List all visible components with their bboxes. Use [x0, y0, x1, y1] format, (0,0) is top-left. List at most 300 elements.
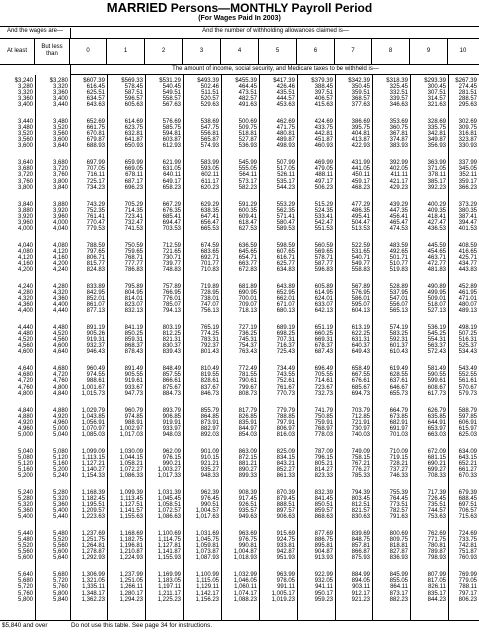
withholding-amount: 663.77 — [238, 260, 257, 267]
table-row — [0, 555, 479, 561]
withholding-amount: 616.45 — [86, 84, 105, 91]
withholding-amount: 991.11 — [277, 584, 295, 591]
withholding-amount: 933.67 — [124, 384, 143, 391]
withholding-amount: 613.19 — [351, 325, 370, 332]
withholding-amount: 882.97 — [200, 425, 219, 432]
withholding-amount: 1,197.11 — [158, 584, 181, 591]
table-row — [0, 185, 479, 191]
withholding-amount: 976.75 — [238, 537, 257, 544]
withholding-amount: 1,155.93 — [157, 555, 181, 562]
withholding-amount: 453.63 — [276, 102, 295, 109]
withholding-amount: 464.45 — [238, 84, 257, 91]
withholding-amount: 737.27 — [389, 466, 408, 473]
withholding-amount: 500.69 — [238, 119, 257, 126]
withholding-amount: 1,154.33 — [81, 472, 105, 479]
withholding-amount: 658.23 — [162, 184, 181, 191]
wage-at-least: 4,360 — [17, 302, 33, 309]
withholding-amount: 736.25 — [238, 331, 257, 338]
wage-at-least: 4,840 — [17, 407, 33, 414]
withholding-amount: 817.05 — [427, 578, 446, 585]
withholding-amount: 567.63 — [162, 102, 181, 109]
withholding-amount: 572.43 — [427, 349, 446, 356]
wage-at-least: 3,480 — [17, 125, 33, 132]
withholding-amount: 893.79 — [162, 407, 181, 414]
wage-less-than: 3,680 — [52, 160, 68, 167]
wage-less-than: 3,320 — [52, 84, 68, 91]
withholding-amount: 681.15 — [427, 454, 446, 461]
withholding-amount: 812.51 — [351, 502, 370, 509]
withholding-amount: 906.85 — [162, 413, 181, 420]
withholding-amount: 640.11 — [163, 172, 181, 179]
wage-less-than: 4,920 — [52, 413, 68, 420]
withholding-amount: 664.79 — [389, 407, 408, 414]
withholding-amount: 861.07 — [86, 302, 105, 309]
withholding-amount: 661.75 — [86, 125, 105, 132]
withholding-amount: 443.83 — [458, 266, 477, 273]
withholding-amount: 480.81 — [276, 131, 295, 138]
withholding-amount: 988.61 — [86, 378, 105, 385]
wage-at-least: 3,800 — [17, 184, 33, 191]
withholding-amount: 803.19 — [162, 325, 181, 332]
withholding-amount: 658.49 — [351, 366, 370, 373]
withholding-amount: 719.89 — [200, 284, 219, 290]
withholding-amount: 697.51 — [458, 502, 477, 509]
withholding-amount: 662.01 — [276, 296, 295, 303]
withholding-amount: 360.75 — [389, 125, 408, 132]
withholding-amount: 828.61 — [200, 378, 219, 385]
wage-at-least: 3,760 — [17, 178, 33, 185]
withholding-amount: 719.15 — [389, 454, 408, 461]
withholding-amount: 350.45 — [351, 84, 370, 91]
withholding-amount: 721.91 — [351, 419, 370, 426]
withholding-amount: 553.29 — [276, 201, 295, 208]
wage-less-than: 5,760 — [52, 584, 68, 591]
withholding-amount: 891.19 — [86, 325, 105, 332]
withholding-amount: 751.87 — [458, 549, 477, 556]
withholding-amount: 1,127.51 — [119, 502, 143, 509]
wages-header: And the wages are— — [6, 28, 64, 34]
withholding-amount: 935.57 — [238, 508, 257, 515]
withholding-amount: 309.75 — [458, 125, 477, 132]
withholding-amount: 1,073.87 — [195, 549, 219, 556]
withholding-amount: 773.51 — [389, 502, 408, 509]
wage-at-least: 5,680 — [17, 578, 33, 585]
withholding-amount: 409.35 — [427, 207, 446, 214]
withholding-amount: 855.05 — [389, 578, 408, 585]
wage-less-than: 5,640 — [52, 555, 68, 562]
withholding-amount: 799.67 — [238, 384, 257, 391]
withholding-amount: 830.63 — [351, 514, 370, 521]
withholding-amount: 1,210.87 — [119, 549, 143, 556]
withholding-amount: 826.11 — [428, 584, 446, 591]
allowance-header-5: 5 — [259, 38, 297, 64]
withholding-amount: 946.43 — [86, 349, 105, 356]
row-group — [0, 243, 479, 273]
withholding-amount: 951.93 — [276, 555, 295, 562]
withholding-amount: 921.21 — [200, 460, 219, 467]
wage-less-than: 4,200 — [52, 260, 68, 267]
withholding-amount: 696.49 — [314, 366, 333, 373]
withholding-amount: 717.39 — [427, 490, 446, 496]
withholding-amount: 1,072.57 — [157, 508, 181, 515]
wage-at-least: 5,200 — [17, 472, 33, 479]
withholding-amount: 723.67 — [314, 384, 333, 391]
withholding-amount: 685.41 — [162, 213, 181, 220]
withholding-amount: 913.93 — [314, 555, 333, 562]
withholding-amount: 386.69 — [351, 119, 370, 126]
withholding-amount: 960.79 — [124, 407, 143, 414]
withholding-amount: 730.71 — [162, 254, 181, 261]
withholding-amount: 797.91 — [276, 419, 295, 426]
withholding-amount: 1,141.57 — [119, 508, 143, 515]
withholding-amount: 833.89 — [86, 284, 105, 290]
withholding-amount: 394.47 — [458, 219, 477, 226]
wage-less-than: 4,080 — [52, 242, 68, 249]
withholding-amount: 1,280.17 — [119, 590, 143, 597]
withholding-amount: $379.39 — [311, 78, 333, 84]
withholding-amount: 1,074.17 — [233, 590, 257, 597]
wage-at-least: 3,360 — [17, 96, 33, 103]
withholding-amount: 612.93 — [162, 143, 181, 150]
withholding-amount: 549.77 — [351, 260, 370, 267]
withholding-amount: 1,087.93 — [195, 555, 219, 562]
withholding-amount: 805.21 — [314, 460, 333, 467]
withholding-amount: 886.75 — [314, 537, 333, 544]
allowance-header-0: 0 — [70, 38, 107, 64]
withholding-amount: 511.51 — [201, 90, 219, 97]
withholding-amount: 371.05 — [427, 166, 446, 173]
withholding-amount: 1,223.63 — [81, 514, 105, 521]
withholding-amount: 830.37 — [162, 343, 181, 350]
wage-less-than: 4,480 — [52, 325, 68, 332]
table-row — [0, 514, 479, 520]
row-group — [0, 325, 479, 355]
withholding-amount: 839.69 — [351, 531, 370, 538]
withholding-amount: 1,209.57 — [81, 508, 105, 515]
withholding-amount: 739.77 — [162, 260, 181, 267]
withholding-amount: 678.11 — [125, 172, 143, 179]
withholding-amount: 444.57 — [276, 96, 295, 103]
withholding-amount: 540.71 — [351, 254, 370, 261]
wage-at-least: $3,240 — [14, 78, 33, 84]
withholding-amount: 707.05 — [86, 166, 105, 173]
wage-less-than: 4,360 — [52, 296, 68, 303]
withholding-amount: 622.25 — [351, 331, 370, 338]
withholding-amount: 509.75 — [238, 125, 257, 132]
withholding-amount: 620.23 — [200, 184, 219, 191]
withholding-amount: 976.45 — [200, 496, 219, 503]
withholding-amount: 281.51 — [458, 90, 477, 97]
withholding-amount: 832.13 — [124, 308, 143, 315]
wage-less-than: 5,200 — [52, 466, 68, 473]
withholding-amount: 471.01 — [458, 296, 477, 303]
withholding-amount: 725.17 — [86, 178, 105, 185]
withholding-amount: 674.59 — [200, 242, 219, 249]
withholding-amount: 694.73 — [351, 390, 370, 397]
withholding-amount: 346.63 — [389, 102, 408, 109]
withholding-amount: 642.13 — [314, 308, 333, 315]
withholding-amount: 948.33 — [200, 472, 219, 479]
withholding-amount: 582.23 — [238, 184, 257, 191]
withholding-amount: $531.29 — [159, 78, 181, 84]
withholding-amount: 797.17 — [458, 590, 477, 597]
withholding-amount: 800.69 — [389, 531, 408, 538]
wage-less-than: 4,320 — [52, 290, 68, 297]
withholding-amount: 706.57 — [458, 508, 477, 515]
withholding-amount: 591.29 — [238, 201, 257, 208]
wage-less-than: 4,840 — [52, 390, 68, 397]
withholding-amount: 783.31 — [200, 337, 219, 344]
withholding-amount: 1,292.93 — [81, 555, 105, 562]
withholding-amount: 632.81 — [124, 131, 143, 138]
withholding-amount: 1,060.11 — [234, 584, 257, 591]
withholding-amount: 723.41 — [124, 213, 143, 220]
withholding-amount: 777.77 — [124, 260, 143, 267]
withholding-amount: 873.17 — [389, 590, 408, 597]
amount-note: The amount of income, social security, and Medicare taxes to be withheld is— — [70, 65, 479, 75]
withholding-amount: 903.11 — [352, 584, 370, 591]
withholding-amount: 763.43 — [238, 349, 257, 356]
withholding-amount: 576.69 — [162, 119, 181, 126]
withholding-amount: 366.23 — [458, 184, 477, 191]
withholding-amount: 857.81 — [351, 543, 370, 550]
withholding-amount: 561.61 — [458, 378, 477, 385]
withholding-amount: 653.97 — [427, 425, 446, 432]
row-group — [0, 490, 479, 520]
withholding-amount: 316.81 — [458, 131, 477, 138]
wage-less-than: 5,720 — [52, 578, 68, 585]
withholding-amount: 795.89 — [124, 284, 143, 290]
withholding-amount: 605.63 — [124, 102, 143, 109]
withholding-amount: 834.15 — [276, 454, 295, 461]
withholding-amount: 578.45 — [124, 84, 143, 91]
withholding-amount: 922.99 — [314, 572, 333, 579]
withholding-amount: 839.43 — [162, 349, 181, 356]
withholding-amount: 421.17 — [389, 178, 408, 185]
withholding-amount: 609.41 — [238, 213, 257, 220]
withholding-amount: 863.09 — [238, 448, 257, 455]
withholding-amount: 515.29 — [314, 201, 333, 208]
withholding-amount: 848.75 — [351, 537, 370, 544]
withholding-amount: 547.75 — [200, 125, 219, 132]
allowance-header-6: 6 — [297, 38, 335, 64]
withholding-amount: 1,045.75 — [195, 537, 219, 544]
withholding-amount: 556.07 — [389, 302, 408, 309]
withholding-amount: 615.97 — [458, 425, 477, 432]
withholding-amount: 625.51 — [86, 90, 105, 97]
withholding-amount: 617.73 — [427, 390, 446, 397]
wage-less-than: 5,320 — [52, 496, 68, 503]
withholding-amount: 1,211.17 — [158, 590, 181, 597]
withholding-amount: 587.51 — [124, 90, 143, 97]
withholding-amount: 625.03 — [458, 431, 477, 438]
withholding-amount: 765.19 — [200, 325, 219, 332]
withholding-amount: 824.83 — [86, 266, 105, 273]
withholding-amount: 1,085.03 — [81, 431, 105, 438]
wage-less-than: 5,280 — [52, 490, 68, 496]
withholding-amount: 688.45 — [458, 496, 477, 503]
withholding-amount: 809.75 — [389, 537, 408, 544]
table-row — [0, 391, 479, 397]
withholding-amount: 556.81 — [200, 131, 219, 138]
withholding-amount: 707.31 — [276, 337, 295, 344]
withholding-amount: $342.39 — [348, 78, 370, 84]
withholding-amount: 715.63 — [458, 514, 477, 521]
wage-at-least: 4,720 — [17, 378, 33, 385]
withholding-amount: 542.47 — [314, 219, 333, 226]
withholding-amount: $417.39 — [273, 78, 295, 84]
withholding-amount: 509.01 — [427, 296, 446, 303]
withholding-amount: 1,306.99 — [81, 572, 105, 579]
withholding-amount: 823.33 — [314, 472, 333, 479]
withholding-amount: 859.57 — [314, 508, 333, 515]
withholding-amount: 932.37 — [86, 343, 105, 350]
withholding-amount: 796.15 — [314, 454, 333, 461]
wage-at-least: 3,320 — [17, 90, 33, 97]
withholding-amount: 482.57 — [238, 96, 257, 103]
withholding-amount: 661.27 — [458, 466, 477, 473]
withholding-amount: 441.05 — [351, 166, 370, 173]
withholding-amount: 753.63 — [427, 514, 446, 521]
title-married: MARRIED — [106, 0, 168, 15]
withholding-amount: 990.51 — [200, 502, 219, 509]
wage-at-least: 3,560 — [17, 137, 33, 144]
withholding-amount: 926.51 — [238, 502, 257, 509]
withholding-amount: 527.13 — [427, 308, 446, 315]
withholding-amount: 274.45 — [458, 84, 477, 91]
withholding-amount: 380.35 — [458, 207, 477, 214]
withholding-amount: 759.65 — [124, 248, 143, 255]
wage-less-than: 4,000 — [52, 219, 68, 226]
wage-less-than: 4,680 — [52, 366, 68, 373]
withholding-amount: 367.81 — [389, 131, 408, 138]
withholding-amount: 636.59 — [238, 242, 257, 249]
withholding-amount: $455.39 — [235, 78, 257, 84]
withholding-amount: 652.95 — [276, 290, 295, 297]
wage-less-than: 4,880 — [52, 407, 68, 414]
wage-at-least: 4,000 — [17, 225, 33, 232]
withholding-amount: 1,043.85 — [81, 413, 105, 420]
withholding-amount: 488.11 — [315, 172, 333, 179]
withholding-amount: 1,004.87 — [233, 549, 257, 556]
withholding-amount: 735.51 — [427, 502, 446, 509]
withholding-amount: 527.87 — [238, 137, 257, 144]
withholding-amount: 486.35 — [351, 207, 370, 214]
withholding-amount: 1,003.27 — [157, 466, 181, 473]
wage-at-least: 4,640 — [17, 366, 33, 373]
wage-less-than: 5,360 — [52, 502, 68, 509]
withholding-amount: 633.07 — [314, 302, 333, 309]
row-group — [0, 572, 479, 602]
withholding-amount: 676.35 — [162, 207, 181, 214]
withholding-amount: 690.95 — [238, 290, 257, 297]
withholding-amount: 835.91 — [238, 419, 257, 426]
withholding-amount: 752.61 — [276, 378, 295, 385]
withholding-amount: 576.95 — [351, 290, 370, 297]
withholding-amount: 844.23 — [427, 596, 446, 603]
withholding-amount: 891.49 — [124, 366, 143, 373]
withholding-amount: 908.39 — [238, 490, 257, 496]
withholding-amount: 314.57 — [427, 96, 446, 103]
withholding-amount: 948.03 — [162, 431, 181, 438]
withholding-amount: 870.39 — [276, 490, 295, 496]
withholding-amount: 477.29 — [351, 201, 370, 208]
withholding-amount: 395.75 — [351, 125, 370, 132]
withholding-amount: 687.43 — [314, 349, 333, 356]
withholding-amount: 877.69 — [314, 531, 333, 538]
withholding-amount: 816.03 — [276, 431, 295, 438]
withholding-amount: 627.53 — [238, 225, 257, 232]
withholding-amount: 852.27 — [276, 466, 295, 473]
withholding-amount: 656.47 — [200, 219, 219, 226]
withholding-amount: 473.51 — [238, 90, 257, 97]
withholding-amount: 603.87 — [162, 137, 181, 144]
withholding-amount: 579.73 — [458, 390, 477, 397]
withholding-amount: 513.53 — [351, 225, 370, 232]
withholding-amount: 835.17 — [427, 590, 446, 597]
withholding-amount: 875.67 — [162, 384, 181, 391]
allowance-header-10: 10 — [459, 47, 467, 54]
withholding-amount: 596.83 — [314, 266, 333, 273]
withholding-amount: 685.67 — [351, 384, 370, 391]
withholding-amount: 1,127.81 — [157, 543, 181, 550]
withholding-amount: 868.37 — [124, 343, 143, 350]
withholding-amount: 641.87 — [124, 137, 143, 144]
withholding-amount: 498.93 — [276, 143, 295, 150]
withholding-amount: 571.41 — [276, 213, 295, 220]
withholding-amount: 678.37 — [314, 343, 333, 350]
withholding-amount: 878.43 — [124, 349, 143, 356]
withholding-amount: 744.57 — [427, 508, 446, 515]
wage-at-least: 4,560 — [17, 343, 33, 350]
wage-at-least: 4,280 — [17, 290, 33, 297]
wage-less-than: 4,760 — [52, 378, 68, 385]
wage-at-least: 5,640 — [17, 572, 33, 579]
withholding-amount: 426.46 — [276, 84, 295, 91]
withholding-amount: 387.41 — [458, 213, 477, 220]
withholding-amount: 631.05 — [162, 166, 181, 173]
withholding-amount: 339.57 — [389, 96, 408, 103]
withholding-amount: 418.41 — [427, 213, 446, 220]
withholding-amount: 549.51 — [162, 90, 181, 97]
withholding-amount: 569.65 — [314, 248, 333, 255]
withholding-amount: 960.49 — [86, 366, 105, 373]
wage-less-than: 3,920 — [52, 207, 68, 214]
allowance-header-9: 9 — [410, 38, 448, 64]
withholding-amount: 544.23 — [276, 184, 295, 191]
withholding-amount: 652.69 — [86, 119, 105, 126]
withholding-amount: 740.03 — [351, 431, 370, 438]
wage-less-than: 5,080 — [52, 448, 68, 455]
withholding-amount: 714.35 — [124, 207, 143, 214]
withholding-amount: 654.71 — [238, 254, 257, 261]
withholding-amount: 752.35 — [86, 207, 105, 214]
withholding-amount: 1,072.27 — [119, 466, 143, 473]
wage-at-least: 4,600 — [17, 349, 33, 356]
withholding-amount: 618.47 — [238, 219, 257, 226]
withholding-amount: 1,141.87 — [157, 549, 181, 556]
wage-at-least: 5,560 — [17, 549, 33, 556]
withholding-amount: 1,129.11 — [196, 584, 219, 591]
withholding-amount: 708.33 — [427, 472, 446, 479]
withholding-amount: 679.87 — [86, 137, 105, 144]
withholding-amount: 787.09 — [314, 448, 333, 455]
wage-at-least: 5,360 — [17, 508, 33, 515]
withholding-amount: 910.15 — [200, 454, 219, 461]
withholding-amount: 959.23 — [314, 596, 333, 603]
withholding-amount: 471.75 — [276, 125, 295, 132]
withholding-amount: 565.13 — [389, 308, 408, 315]
